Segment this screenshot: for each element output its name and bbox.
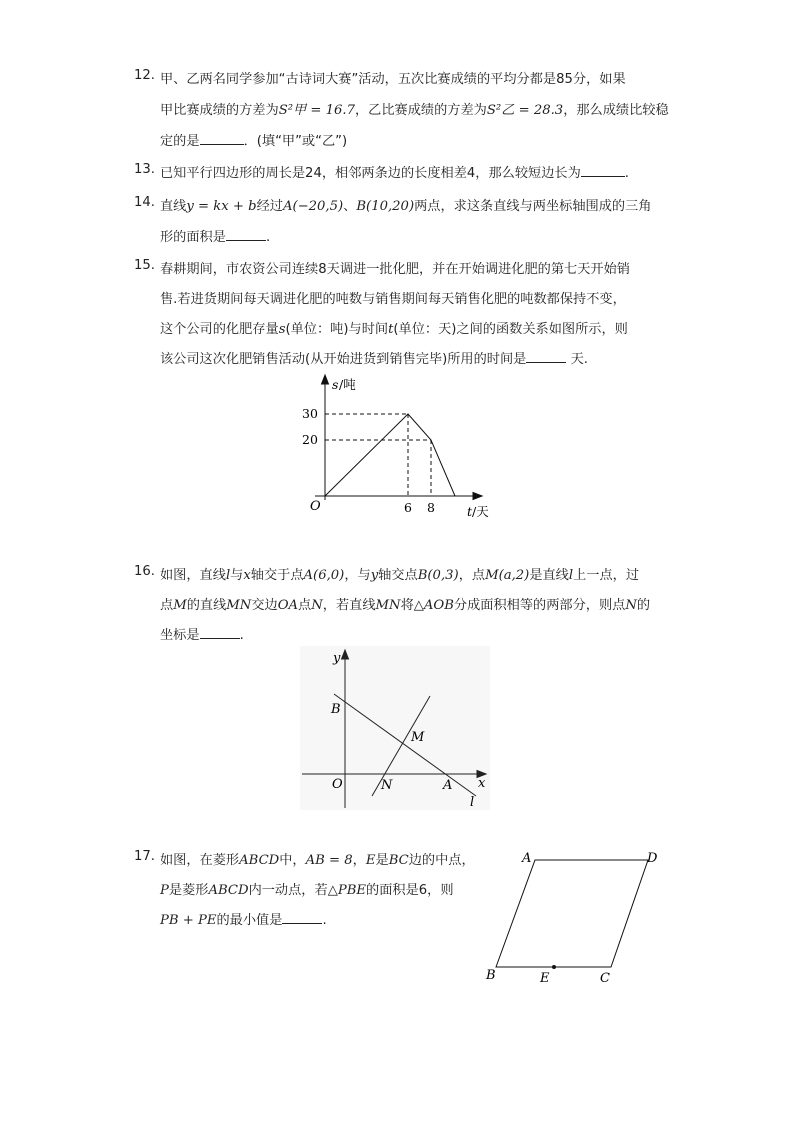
text: 形的面积是	[160, 230, 226, 245]
text: 、	[343, 199, 357, 214]
text: 的面积是6，则	[366, 883, 454, 898]
point-b-label: B	[331, 702, 341, 717]
question-number: 16.	[134, 564, 155, 579]
question-text-line	[160, 594, 650, 613]
text: 的最小值是	[216, 913, 283, 928]
formula: l	[225, 568, 231, 583]
text: 直线	[160, 199, 187, 214]
figure-17-rhombus	[482, 846, 662, 992]
formula: N	[625, 598, 637, 613]
x-axis-label: x	[478, 776, 486, 791]
formula: B(0,3)	[417, 568, 459, 583]
formula: OA	[277, 598, 299, 613]
x-tick-label: 8	[427, 500, 435, 515]
formula: ABCD	[239, 853, 280, 868]
answer-blank[interactable]	[200, 132, 244, 145]
text: 售.若进货期间每天调进化肥的吨数与销售期间每天销售化肥的吨数都保持不变，	[160, 292, 626, 307]
y-axis-arrow	[322, 375, 329, 384]
text: 分成面积相等的两部分，则点	[453, 598, 626, 613]
question-number: 14.	[134, 195, 155, 210]
text: 这个公司的化肥存量	[160, 322, 279, 337]
point-a-label: A	[443, 778, 453, 793]
y-tick-label: 30	[302, 406, 318, 421]
formula: M(a,2)	[485, 568, 530, 583]
text: ，点	[458, 568, 486, 583]
text: 已知平行四边形的周长是24，相邻两条边的长度相差4，那么较短边长为	[160, 166, 581, 181]
text: 交边	[251, 598, 278, 613]
text: ，与	[344, 568, 371, 583]
line-l-label: l	[470, 795, 475, 810]
text: .	[265, 230, 271, 245]
question-text-line	[160, 226, 270, 245]
text: 如图，在菱形	[160, 853, 240, 868]
question-text-line	[160, 99, 669, 118]
answer-blank[interactable]	[282, 911, 322, 924]
point-e	[552, 965, 556, 969]
figure-15-stock-time-graph	[290, 372, 500, 524]
text: 甲、乙两名同学参加“古诗词大赛”活动，五次比赛成绩的平均分都是85分，如果	[160, 72, 626, 87]
text: 轴交点	[378, 568, 418, 583]
formula: t	[388, 322, 394, 337]
formula: S²乙 = 28.3	[486, 103, 564, 118]
question-text-line	[160, 68, 626, 87]
formula: MN	[375, 598, 401, 613]
question-text-line	[160, 130, 347, 149]
y-axis-label: y	[333, 651, 341, 666]
point-n-label: N	[381, 778, 393, 793]
text: 上一点，过	[573, 568, 640, 583]
formula: S²甲 = 16.7	[278, 103, 355, 118]
formula: P	[160, 883, 169, 898]
text: 经过	[256, 199, 283, 214]
origin-label: O	[310, 499, 321, 514]
question-text-line	[160, 258, 630, 277]
question-text-line	[160, 195, 651, 214]
text: 是	[375, 853, 389, 868]
point-m-label: M	[411, 730, 425, 745]
answer-blank[interactable]	[200, 626, 240, 639]
y-tick-label: 20	[302, 432, 318, 447]
text: 如图，直线	[160, 568, 226, 583]
text: 坐标是	[160, 628, 200, 643]
text: 该公司这次化肥销售活动(从开始进货到销售完毕)所用的时间是	[160, 352, 527, 367]
question-number: 15.	[134, 258, 155, 273]
text: 点	[160, 598, 174, 613]
vertex-b-label: B	[486, 968, 496, 983]
formula: MN	[226, 598, 252, 613]
question-text-line	[160, 288, 626, 307]
text: ，	[352, 853, 366, 868]
formula: △AOB	[413, 598, 454, 613]
text: ．(填“甲”或“乙”)	[243, 134, 348, 149]
formula: AB = 8	[305, 853, 353, 868]
text: (单位：天)之间的函数关系如图所示，则	[393, 322, 628, 337]
question-text-line	[160, 318, 628, 337]
rhombus-abcd	[496, 860, 648, 967]
formula: N	[311, 598, 323, 613]
text: 是直线	[529, 568, 569, 583]
question-text-line	[160, 624, 244, 643]
formula: l	[568, 568, 574, 583]
text: 边的中点，	[408, 853, 475, 868]
text: 与	[230, 568, 244, 583]
text: 是菱形	[168, 883, 209, 898]
text: 内一动点，若	[248, 883, 328, 898]
text: ，那么成绩比较稳	[563, 103, 669, 118]
formula: ABCD	[208, 883, 249, 898]
x-axis-unit: /天	[472, 504, 489, 519]
formula: BC	[388, 853, 409, 868]
text: .	[322, 913, 327, 928]
question-number: 13.	[134, 162, 155, 177]
formula: △PBE	[327, 883, 367, 898]
question-number: 17.	[134, 849, 155, 864]
origin-label: O	[332, 777, 343, 792]
vertex-c-label: C	[600, 971, 610, 986]
y-axis-unit: /吨	[339, 377, 356, 392]
text: 将	[400, 598, 414, 613]
stock-curve	[325, 414, 455, 496]
formula: B(10,20)	[356, 199, 415, 214]
question-text-line	[160, 849, 475, 868]
text: ，若直线	[322, 598, 376, 613]
text: 轴交于点	[250, 568, 304, 583]
formula: x	[243, 568, 251, 583]
question-text-line	[160, 348, 588, 367]
text: 天.	[570, 352, 588, 367]
text: 甲比赛成绩的方差为	[160, 103, 279, 118]
text: 春耕期间，市农资公司连续8天调进一批化肥，并在开始调进化肥的第七天开始销	[160, 262, 630, 277]
text: .	[239, 628, 244, 643]
x-axis-arrow	[473, 493, 482, 500]
formula: y = kx + b	[186, 199, 257, 214]
text: 的直线	[186, 598, 227, 613]
text: 点	[298, 598, 312, 613]
formula: E	[365, 853, 376, 868]
answer-blank[interactable]	[581, 164, 625, 177]
question-text-line	[160, 879, 454, 898]
question-number: 12.	[134, 68, 155, 83]
question-text-line	[160, 909, 327, 928]
answer-blank[interactable]	[226, 228, 266, 241]
formula: A(6,0)	[303, 568, 345, 583]
formula: s	[278, 322, 286, 337]
x-tick-label: 6	[404, 500, 412, 515]
text: 的	[636, 598, 651, 613]
answer-blank[interactable]	[526, 350, 566, 363]
formula: A(−20,5)	[282, 199, 344, 214]
text: .	[624, 166, 629, 181]
formula: M	[173, 598, 187, 613]
text: (单位：吨)与时间	[285, 322, 389, 337]
vertex-d-label: D	[647, 851, 658, 866]
text: 两点，求这条直线与两坐标轴围成的三角	[414, 199, 652, 214]
figure-16-coordinate-diagram	[300, 646, 490, 810]
question-text-line	[160, 162, 629, 181]
text: 定的是	[160, 134, 200, 149]
vertex-a-label: A	[522, 851, 532, 866]
question-text-line	[160, 564, 639, 583]
formula: y	[370, 568, 379, 583]
point-e-label: E	[540, 971, 550, 986]
text: ，乙比赛成绩的方差为	[355, 103, 487, 118]
y-axis-label: s	[332, 377, 339, 392]
text: 中，	[279, 853, 306, 868]
formula: PB + PE	[160, 913, 217, 928]
x-axis-label: t	[467, 504, 473, 519]
